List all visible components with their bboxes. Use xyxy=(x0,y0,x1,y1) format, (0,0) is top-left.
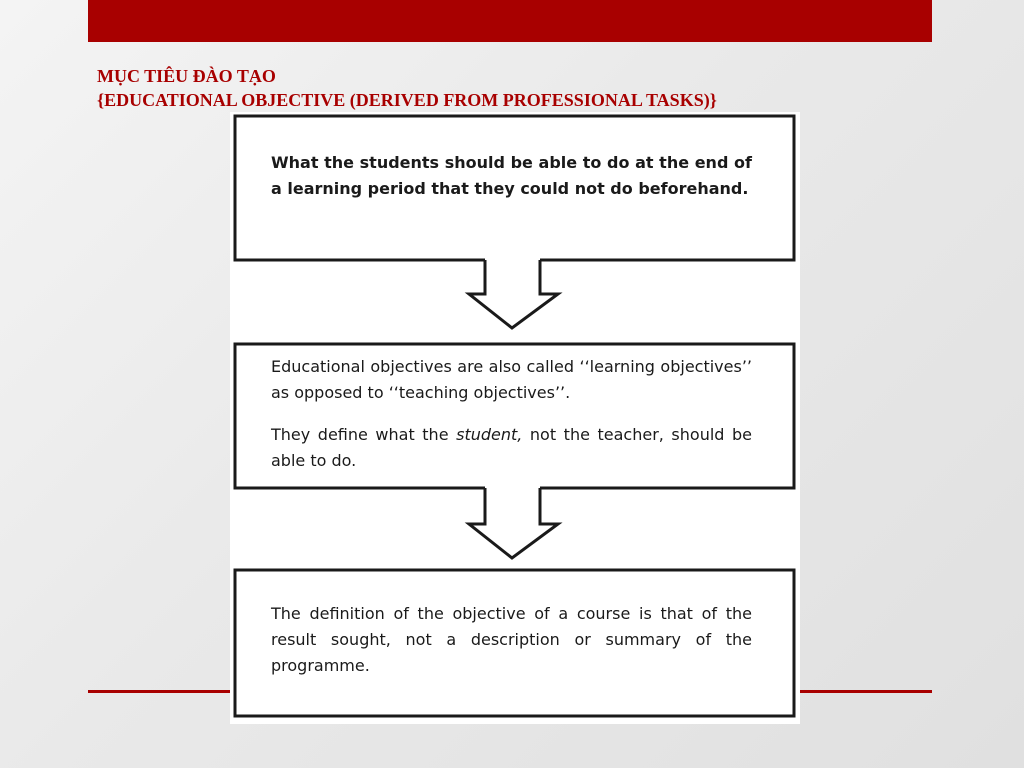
arrow-1 xyxy=(469,260,558,328)
box-1-text xyxy=(271,150,752,202)
box-2-text xyxy=(271,354,752,474)
box-1-paragraph: What the students should be able to do at the end of a learning period that they could not do beforehand. xyxy=(271,153,752,198)
title-line-english: {EDUCATIONAL OBJECTIVE (DERIVED FROM PROFESSIONAL TASKS)} xyxy=(97,90,717,110)
title-line-vietnamese: MỤC TIÊU ĐÀO TẠO xyxy=(97,66,276,86)
box-3-text xyxy=(271,601,752,679)
box-2-paragraph-2: They define what the student, not the teacher, should be able to do. xyxy=(271,425,753,470)
header-accent-bar xyxy=(88,0,932,42)
box-2-paragraph-1: Educational objectives are also called ‘‘learning objectives’’ as opposed to ‘‘teaching objectives’’. xyxy=(271,357,752,402)
emphasized-word: student, xyxy=(456,425,523,444)
arrow-2 xyxy=(469,488,558,558)
box-3-paragraph: The definition of the objective of a course is that of the result sought, not a description or summary of the programme. xyxy=(271,604,752,675)
flow-diagram xyxy=(230,112,800,724)
slide-title xyxy=(97,64,717,112)
